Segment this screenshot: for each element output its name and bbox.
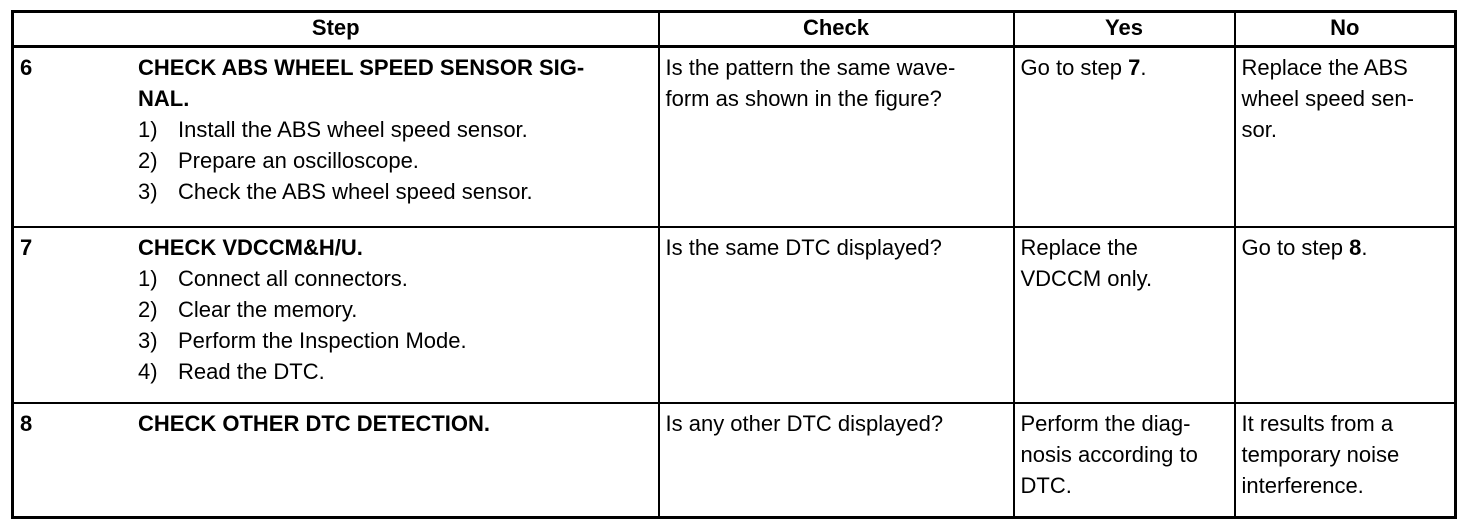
yes-text: VDCCM only. <box>1020 266 1153 291</box>
step-reference: 8 <box>1349 235 1362 260</box>
check-text: form as shown in the figure? <box>665 86 942 111</box>
no-text: . <box>1361 235 1368 260</box>
yes-text: Replace the <box>1020 235 1138 260</box>
no-text: wheel speed sen- <box>1241 86 1414 111</box>
no-cell <box>1235 227 1456 403</box>
no-cell <box>1235 47 1456 228</box>
substep <box>138 263 652 294</box>
check-text: Is any other DTC displayed? <box>665 411 944 436</box>
step-title-line: NAL. <box>138 86 190 111</box>
step-title-line: CHECK ABS WHEEL SPEED SENSOR SIG- <box>138 55 585 80</box>
diagnosis-table <box>11 10 1457 519</box>
yes-cell <box>1014 403 1235 518</box>
yes-text: Go to step <box>1020 55 1129 80</box>
step-number: 6 <box>20 55 33 80</box>
substep-text: Read the DTC. <box>178 359 325 384</box>
step-number: 7 <box>20 235 33 260</box>
table-row <box>13 227 1456 403</box>
substep-number: 2) <box>138 148 158 173</box>
substep <box>138 114 652 145</box>
header-no: No <box>1235 12 1456 47</box>
yes-text: DTC. <box>1020 473 1072 498</box>
header-step: Step <box>13 12 659 47</box>
substep <box>138 294 652 325</box>
step-number: 8 <box>20 411 33 436</box>
yes-cell <box>1014 47 1235 228</box>
yes-cell <box>1014 227 1235 403</box>
substep-number: 1) <box>138 266 158 291</box>
header-row <box>13 12 1456 47</box>
step-cell <box>13 47 659 228</box>
substep-text: Perform the Inspection Mode. <box>178 328 467 353</box>
no-cell <box>1235 403 1456 518</box>
substep <box>138 145 652 176</box>
table-row <box>13 47 1456 228</box>
substep <box>138 176 652 207</box>
substep-text: Prepare an oscilloscope. <box>178 148 419 173</box>
substep-text: Check the ABS wheel speed sensor. <box>178 179 533 204</box>
no-text: interference. <box>1241 473 1364 498</box>
no-text: It results from a <box>1241 411 1394 436</box>
no-text: temporary noise <box>1241 442 1400 467</box>
step-title <box>138 52 652 114</box>
step-cell <box>13 403 659 518</box>
check-cell <box>659 403 1014 518</box>
check-text: Is the pattern the same wave- <box>665 55 956 80</box>
step-title: CHECK VDCCM&H/U. <box>138 235 363 260</box>
yes-text: . <box>1140 55 1147 80</box>
step-reference: 7 <box>1128 55 1141 80</box>
header-check: Check <box>659 12 1014 47</box>
step-cell <box>13 227 659 403</box>
substep-number: 2) <box>138 297 158 322</box>
yes-text: nosis according to <box>1020 442 1198 467</box>
substep-number: 4) <box>138 359 158 384</box>
substep-number: 3) <box>138 328 158 353</box>
check-cell <box>659 47 1014 228</box>
substep <box>138 325 652 356</box>
header-yes: Yes <box>1014 12 1235 47</box>
substep-text: Connect all connectors. <box>178 266 408 291</box>
check-text: Is the same DTC displayed? <box>665 235 942 260</box>
substep <box>138 356 652 387</box>
table-row <box>13 403 1456 518</box>
substep-text: Install the ABS wheel speed sensor. <box>178 117 528 142</box>
substep-text: Clear the memory. <box>178 297 358 322</box>
no-text: Replace the ABS <box>1241 55 1408 80</box>
yes-text: Perform the diag- <box>1020 411 1191 436</box>
no-text: Go to step <box>1241 235 1350 260</box>
substep-number: 1) <box>138 117 158 142</box>
substep-number: 3) <box>138 179 158 204</box>
no-text: sor. <box>1241 117 1277 142</box>
step-title: CHECK OTHER DTC DETECTION. <box>138 411 490 436</box>
check-cell <box>659 227 1014 403</box>
